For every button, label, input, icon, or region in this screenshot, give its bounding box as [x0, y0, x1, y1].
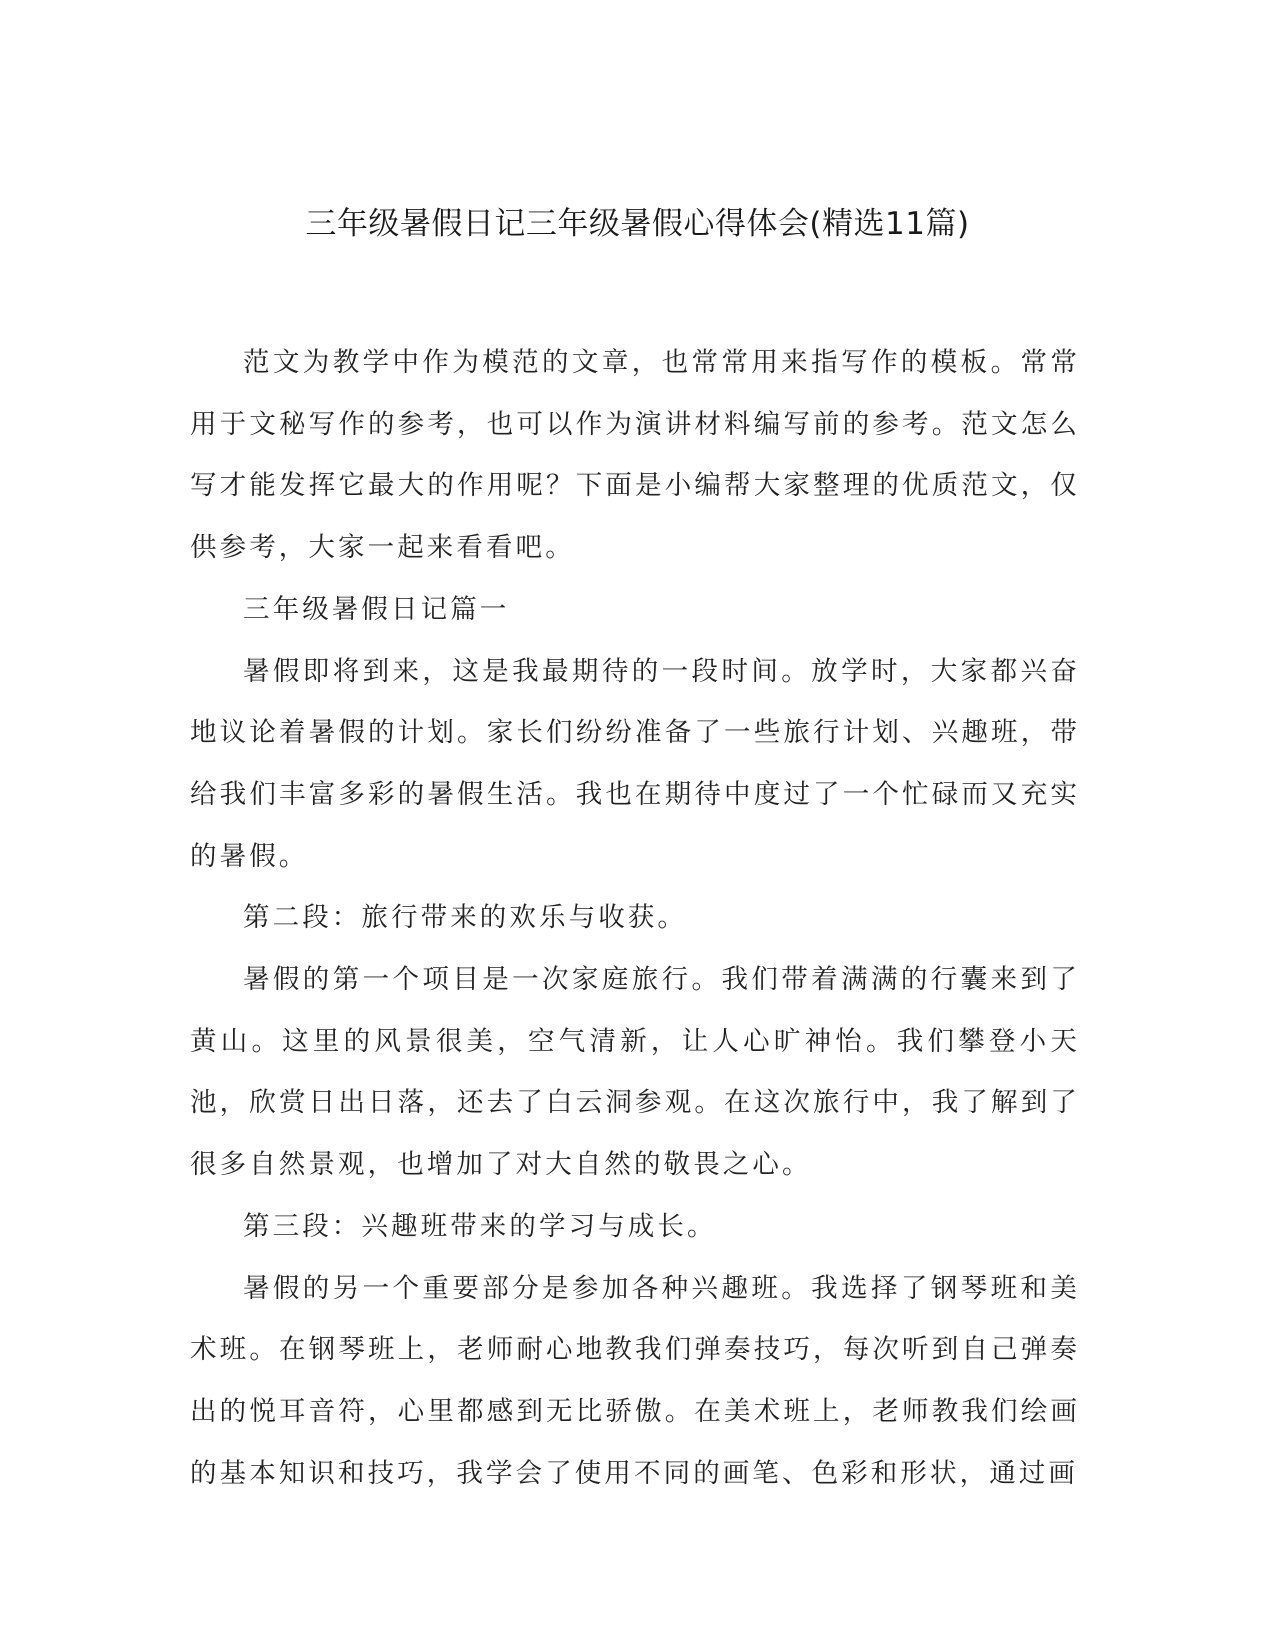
paragraph-intro: 范文为教学中作为模范的文章，也常常用来指写作的模板。常常用于文秘写作的参考，也可以作为演讲材料编写前的参考。范文怎么写才能发挥它最大的作用呢？下面是小编帮大家整理的优质范文，仅供参考，大家一起来看看吧。: [190, 347, 1080, 564]
section-heading-3: 第三段：兴趣班带来的学习与成长。: [243, 1210, 717, 1242]
document-title: 三年级暑假日记三年级暑假心得体会(精选11篇): [305, 206, 970, 242]
section-heading-1: 三年级暑假日记篇一: [243, 593, 510, 625]
paragraph: 暑假的第一个项目是一次家庭旅行。我们带着满满的行囊来到了黄山。这里的风景很美，空气清新，让人心旷神怡。我们攀登小天池，欣赏日出日落，还去了白云洞参观。在这次旅行中，我了解到了很多自然景观，也增加了对大自然的敬畏之心。: [190, 964, 1080, 1181]
paragraph: 暑假即将到来，这是我最期待的一段时间。放学时，大家都兴奋地议论着暑假的计划。家长们纷纷准备了一些旅行计划、兴趣班，带给我们丰富多彩的暑假生活。我也在期待中度过了一个忙碌而又充实的暑假。: [190, 655, 1080, 872]
section-heading-2: 第二段：旅行带来的欢乐与收获。: [243, 902, 687, 934]
paragraph: 暑假的另一个重要部分是参加各种兴趣班。我选择了钢琴班和美术班。在钢琴班上，老师耐心地教我们弹奏技巧，每次听到自己弹奏出的悦耳音符，心里都感到无比骄傲。在美术班上，老师教我们绘画的基本知识和技巧，我学会了使用不同的画笔、色彩和形状，通过画: [190, 1272, 1080, 1489]
document-body: [190, 332, 1080, 1504]
